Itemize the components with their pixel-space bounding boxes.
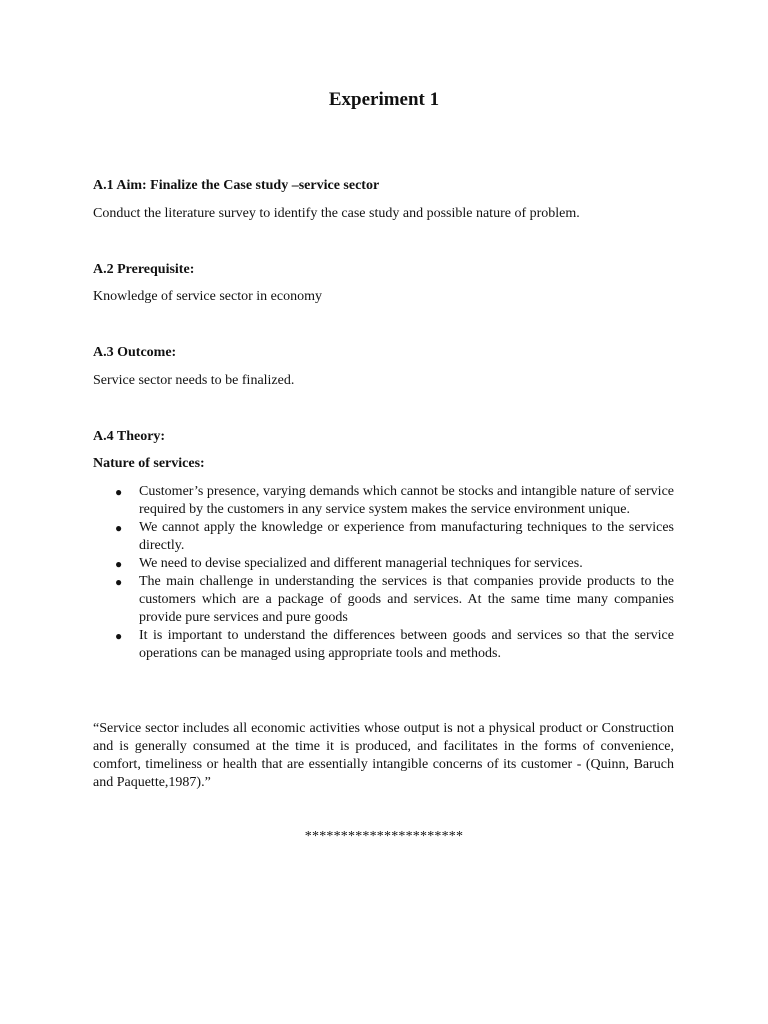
end-marker: ********************** bbox=[304, 829, 464, 844]
service-sector-quote: “Service sector includes all economic activities whose output is not a physical product or Construction and is generally consumed at the time it is produced, and facilitates in the forms of convenience, comfort, timeliness or health that are essentially intangible concerns of its customer - (Quinn, Baruch and Paquette,1987).” bbox=[93, 721, 674, 790]
aim-body: Conduct the literature survey to identify the case study and possible nature of problem. bbox=[93, 206, 580, 221]
outcome-body: Service sector needs to be finalized. bbox=[93, 373, 295, 388]
list-item-text: We need to devise specialized and different managerial techniques for services. bbox=[139, 556, 583, 571]
list-item bbox=[93, 555, 674, 573]
bullet-icon: ● bbox=[115, 629, 123, 643]
bullet-icon: ● bbox=[115, 521, 123, 535]
bullet-icon: ● bbox=[115, 485, 123, 499]
bullet-icon: ● bbox=[115, 575, 123, 589]
services-bullet-list bbox=[93, 483, 674, 663]
list-item bbox=[93, 627, 674, 663]
outcome-heading: A.3 Outcome: bbox=[93, 345, 177, 360]
prerequisite-heading: A.2 Prerequisite: bbox=[93, 262, 195, 277]
bullet-icon: ● bbox=[115, 557, 123, 571]
list-item-text: Customer’s presence, varying demands which cannot be stocks and intangible nature of service required by the customers in any service system makes the service environment unique. bbox=[139, 484, 674, 517]
aim-heading: A.1 Aim: Finalize the Case study –service sector bbox=[93, 178, 380, 193]
list-item bbox=[93, 483, 674, 519]
list-item bbox=[93, 519, 674, 555]
page-title: Experiment 1 bbox=[328, 89, 440, 110]
list-item-text: We cannot apply the knowledge or experience from manufacturing techniques to the services directly. bbox=[139, 520, 674, 553]
list-item-text: It is important to understand the differences between goods and services so that the service operations can be managed using appropriate tools and methods. bbox=[139, 628, 674, 661]
theory-heading: A.4 Theory: bbox=[93, 429, 166, 444]
list-item bbox=[93, 573, 674, 627]
prerequisite-body: Knowledge of service sector in economy bbox=[93, 289, 322, 304]
list-item-text: The main challenge in understanding the services is that companies provide products to the customers which are a package of goods and services. At the same time many companies provide pure services and pure goods bbox=[139, 574, 674, 625]
nature-of-services-heading: Nature of services: bbox=[93, 456, 205, 471]
